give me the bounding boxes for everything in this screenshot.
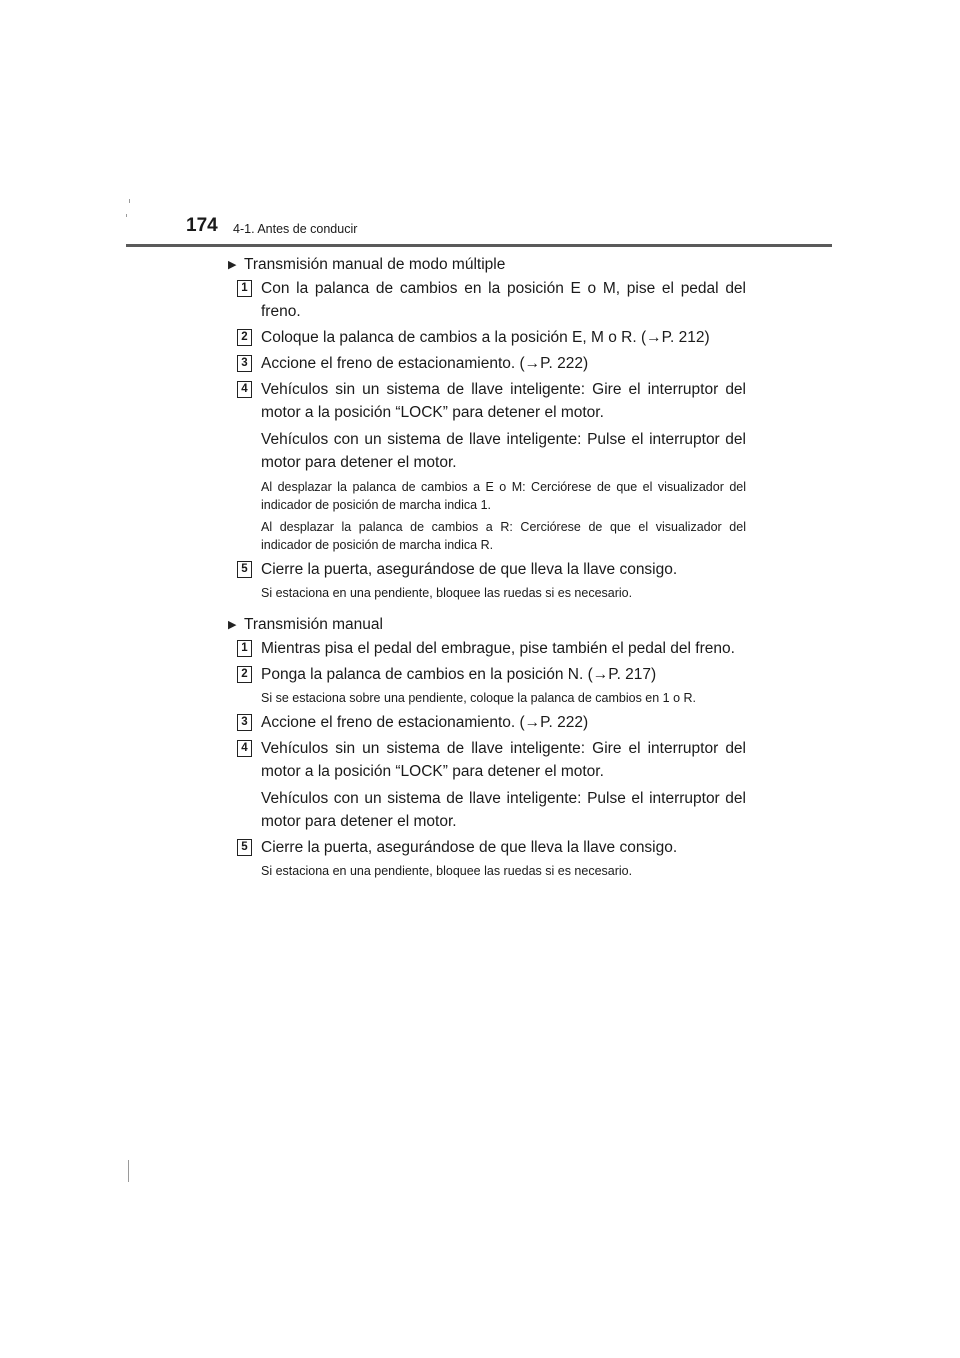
step-text: Cierre la puerta, asegurándose de que lleva la llave consigo.	[261, 839, 678, 856]
step-text: Coloque la palanca de cambios a la posición E, M o R. (→P. 212)	[261, 329, 710, 346]
triangle-bullet-icon: ▶	[228, 619, 237, 631]
step-number-badge: 1	[237, 280, 252, 297]
step-number-badge: 4	[237, 740, 252, 757]
step-text: Vehículos sin un sistema de llave inteligente: Gire el interruptor del motor a la posición “LOCK” para detener el motor.	[261, 740, 746, 780]
step-b-2	[228, 663, 746, 707]
step-number-badge: 3	[237, 714, 252, 731]
step-note: Si estaciona en una pendiente, bloquee las ruedas si es necesario.	[261, 586, 633, 600]
step-note: Al desplazar la palanca de cambios a E o M: Cerciórese de que el visualizador del indicador de posición de marcha indica 1.	[261, 480, 746, 512]
section-heading-label: Transmisión manual de modo múltiple	[244, 256, 506, 273]
step-b-4	[228, 737, 746, 833]
step-number-badge: 4	[237, 381, 252, 398]
step-text-alt: Vehículos con un sistema de llave inteligente: Pulse el interruptor del motor para detener el motor.	[261, 790, 746, 830]
page-content	[228, 255, 746, 884]
header-rule	[126, 244, 832, 247]
chapter-section-title: 4-1. Antes de conducir	[233, 222, 358, 236]
step-note: Al desplazar la palanca de cambios a R: Cerciórese de que el visualizador del indicador de posición de marcha indica R.	[261, 520, 746, 552]
step-number-badge: 5	[237, 839, 252, 856]
section-heading-label: Transmisión manual	[244, 616, 383, 633]
step-text: Vehículos sin un sistema de llave inteligente: Gire el interruptor del motor a la posición “LOCK” para detener el motor.	[261, 381, 746, 421]
step-b-3	[228, 711, 746, 734]
step-number-badge: 1	[237, 640, 252, 657]
crop-mark-top	[129, 199, 130, 203]
step-text-alt: Vehículos con un sistema de llave inteligente: Pulse el interruptor del motor para detener el motor.	[261, 431, 746, 471]
page-number: 174	[186, 215, 218, 236]
step-note: Si se estaciona sobre una pendiente, coloque la palanca de cambios en 1 o R.	[261, 691, 697, 705]
section-heading-manual	[228, 615, 746, 635]
crop-mark-left	[126, 214, 127, 217]
triangle-bullet-icon: ▶	[228, 259, 237, 271]
crop-mark-bottom	[128, 1160, 129, 1182]
step-number-badge: 2	[237, 329, 252, 346]
section-heading-multimode	[228, 255, 746, 275]
step-number-badge: 5	[237, 561, 252, 578]
step-text: Ponga la palanca de cambios en la posición N. (→P. 217)	[261, 666, 657, 683]
step-number-badge: 2	[237, 666, 252, 683]
step-text: Accione el freno de estacionamiento. (→P. 222)	[261, 714, 589, 731]
step-a-1	[228, 277, 746, 323]
step-a-2	[228, 326, 746, 349]
step-text: Accione el freno de estacionamiento. (→P. 222)	[261, 355, 589, 372]
step-b-1	[228, 637, 746, 660]
step-text: Cierre la puerta, asegurándose de que lleva la llave consigo.	[261, 561, 678, 578]
step-b-5	[228, 836, 746, 880]
step-a-3	[228, 352, 746, 375]
step-a-4	[228, 378, 746, 554]
step-text: Con la palanca de cambios en la posición E o M, pise el pedal del freno.	[261, 280, 746, 320]
step-number-badge: 3	[237, 355, 252, 372]
step-text: Mientras pisa el pedal del embrague, pise también el pedal del freno.	[261, 640, 735, 657]
step-note: Si estaciona en una pendiente, bloquee las ruedas si es necesario.	[261, 864, 633, 878]
step-a-5	[228, 558, 746, 602]
